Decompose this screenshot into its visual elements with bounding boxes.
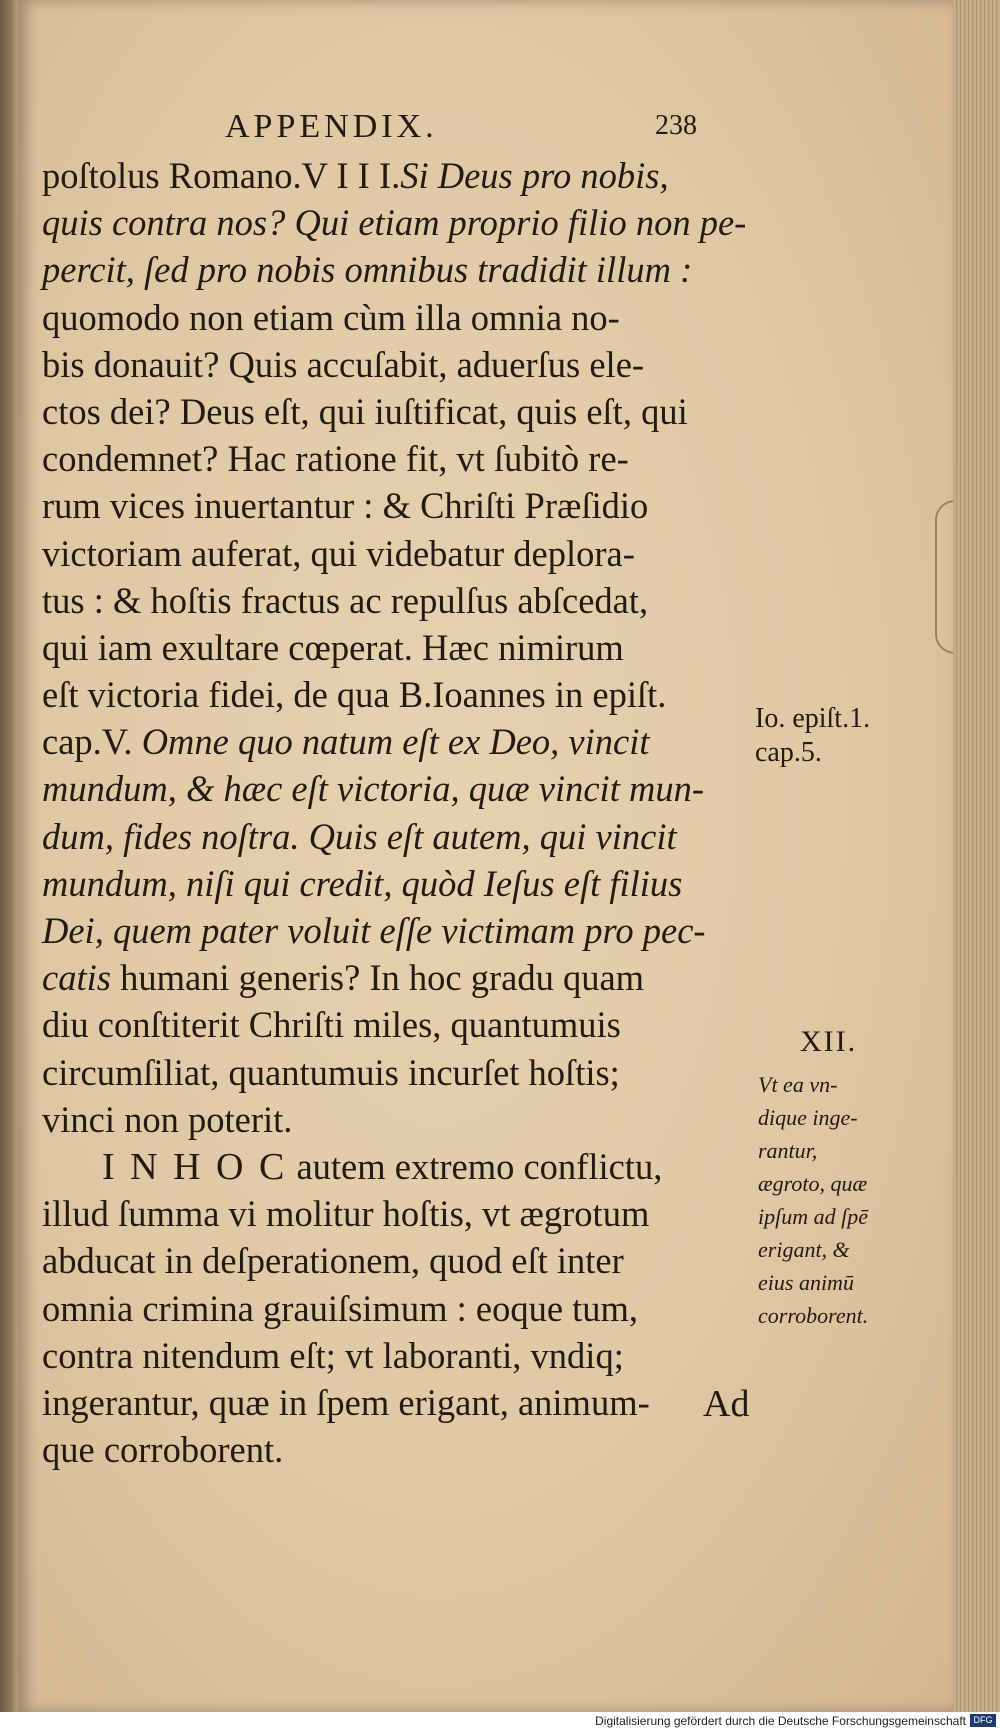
margin-note-line: ægroto, quæ <box>758 1171 868 1196</box>
text-segment: omnia crimina grauiſsimum : eoque tum, <box>42 1287 639 1329</box>
text-segment: Si Deus pro nobis, <box>400 155 669 196</box>
page-number: 238 <box>655 110 697 141</box>
catchword: Ad <box>703 1383 750 1425</box>
text-line <box>42 765 747 812</box>
text-line <box>42 624 747 671</box>
section-number: XII. <box>800 1025 858 1058</box>
text-line <box>42 813 747 860</box>
text-segment: Dei, quem pater voluit eſſe victimam pro pec- <box>42 910 706 951</box>
text-segment: vinci non poterit. <box>42 1098 293 1140</box>
text-segment: condemnet? Hac ratione fit, vt ſubitò re- <box>42 438 629 480</box>
footer-credit: Digitalisierung gefördert durch die Deutsche Forschungsgemeinschaft <box>595 1714 966 1728</box>
running-header: APPENDIX. <box>225 108 438 145</box>
text-segment: ctos dei? Deus eſt, qui iuſtificat, quis eſt, qui <box>42 390 688 432</box>
text-line <box>42 1379 750 1426</box>
margin-note-line: corroborent. <box>758 1303 869 1328</box>
text-segment: ingerantur, quæ in ſpem erigant, animum- <box>42 1381 650 1423</box>
text-line <box>42 1190 747 1237</box>
text-line <box>42 388 747 435</box>
text-segment: tus : & hoſtis fractus ac repulſus abſcedat, <box>42 579 649 621</box>
text-segment: contra nitendum eſt; vt laboranti, vndiq; <box>42 1334 624 1376</box>
text-line <box>42 907 747 954</box>
text-line <box>42 860 747 907</box>
text-segment: percit, ſed pro nobis omnibus tradidit illum : <box>42 249 693 291</box>
text-line <box>42 435 747 482</box>
margin-note-line: eius animū <box>758 1270 854 1295</box>
text-segment: mundum, niſi qui credit, quòd Ieſus eſt filius <box>42 862 683 904</box>
text-segment: catis <box>42 957 111 999</box>
margin-note-line: cap.5. <box>755 737 822 768</box>
margin-note-line: dique inge- <box>758 1105 858 1130</box>
text-line <box>42 577 747 624</box>
text-segment: Omne quo natum eſt ex Deo, vincit <box>141 721 650 763</box>
text-line <box>42 1426 747 1473</box>
text-segment: dum, fides noſtra. Quis eſt autem, qui vincit <box>42 815 677 857</box>
text-segment: eſt victoria fidei, de qua B.Ioannes in epiſt. <box>42 674 667 716</box>
text-segment: qui iam exultare cœperat. Hæc nimirum <box>42 626 624 668</box>
text-line <box>42 530 747 577</box>
text-line <box>42 718 747 765</box>
text-line <box>42 294 747 341</box>
text-segment: quomodo non etiam cùm illa omnia no- <box>42 296 620 338</box>
text-line <box>42 246 747 293</box>
text-segment: diu conſtiterit Chriſti miles, quantumuis <box>42 1004 621 1046</box>
text-line <box>42 341 747 388</box>
text-segment: bis donauit? Quis accuſabit, aduerſus ele- <box>42 343 645 385</box>
text-segment: que corroborent. <box>42 1429 284 1471</box>
margin-note-line: rantur, <box>758 1138 818 1163</box>
text-segment: I N H O C <box>102 1145 288 1188</box>
text-segment: illud ſumma vi molitur hoſtis, vt ægrotum <box>42 1193 650 1235</box>
text-segment: victoriam auferat, qui videbatur deplora- <box>42 532 635 574</box>
text-segment: mundum, & hæc eſt victoria, quæ vincit mun- <box>42 768 704 810</box>
text-line <box>42 1237 747 1284</box>
text-line <box>42 482 747 529</box>
text-segment: rum vices inuertantur : & Chriſti Præſidio <box>42 485 649 527</box>
text-segment: circumſiliat, quantumuis incurſet hoſtis; <box>42 1051 620 1093</box>
text-line <box>42 1096 747 1143</box>
margin-note-reference <box>755 702 870 770</box>
text-segment: poſtolus Romano.V I I I. <box>42 155 401 196</box>
text-line <box>42 954 747 1001</box>
margin-note-line: Io. epiſt.1. <box>755 703 871 734</box>
body-text <box>42 152 750 1473</box>
text-line <box>42 152 747 199</box>
text-segment: autem extremo conflictu, <box>287 1145 663 1187</box>
text-segment: cap.V. <box>42 721 142 763</box>
book-edge <box>953 0 1000 1712</box>
dfg-logo: DFG <box>970 1714 996 1727</box>
text-segment: quis contra nos? Qui etiam proprio filio non pe- <box>42 202 747 244</box>
margin-note-line: erigant, & <box>758 1237 850 1262</box>
text-line <box>42 1285 747 1332</box>
digitization-footer <box>0 1712 1000 1730</box>
text-line <box>42 1143 747 1190</box>
text-segment: humani generis? In hoc gradu quam <box>110 957 645 999</box>
text-line <box>42 1001 747 1048</box>
margin-note-line: Vt ea vn- <box>758 1072 838 1097</box>
margin-note-line: ipſum ad ſpē <box>758 1204 868 1229</box>
text-line <box>42 671 747 718</box>
text-line <box>42 199 747 246</box>
text-line <box>42 1332 747 1379</box>
text-line <box>42 1049 747 1096</box>
text-segment: abducat in deſperationem, quod eſt inter <box>42 1240 624 1282</box>
margin-note-summary <box>758 1068 908 1332</box>
